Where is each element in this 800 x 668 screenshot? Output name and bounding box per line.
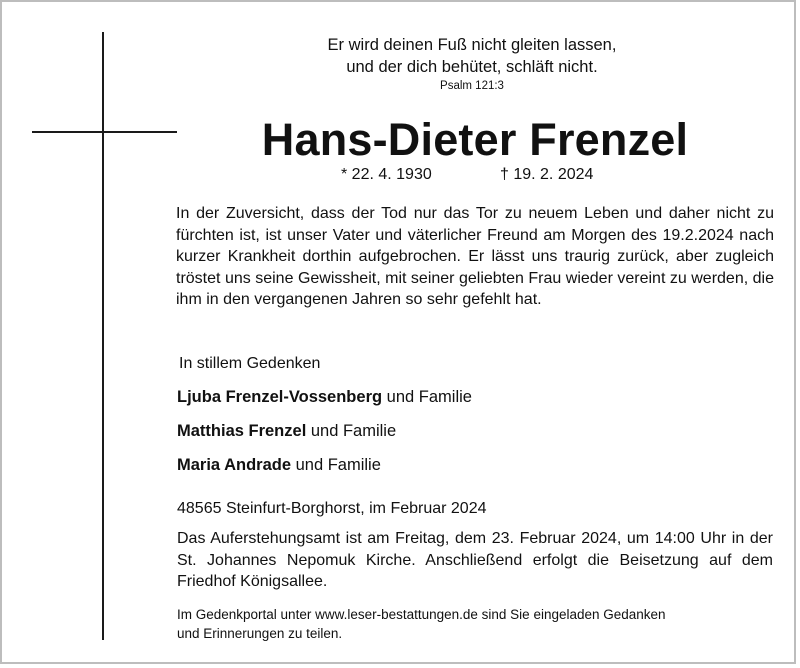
psalm-quote [302, 34, 642, 93]
service-info: Das Auferstehungsamt ist am Freitag, dem 23. Februar 2024, um 14:00 Uhr in der St. Johannes Nepomuk Kirche. Anschließend erfolgt die Beisetzung auf dem Friedhof Königsallee. [177, 530, 773, 590]
deceased-name: Hans-Dieter Frenzel [261, 114, 689, 165]
mourner-suffix: und Familie [306, 422, 397, 440]
mourner-line [177, 388, 472, 407]
portal-line-1: Im Gedenkportal unter www.leser-bestattungen.de sind Sie eingeladen Gedanken [177, 607, 666, 622]
mourner-name: Ljuba Frenzel-Vossenberg [177, 388, 383, 406]
memorial-portal-note [177, 605, 777, 643]
death-date: † 19. 2. 2024 [500, 166, 594, 183]
birth-date: * 22. 4. 1930 [341, 166, 432, 183]
mourner-suffix: und Familie [382, 388, 472, 406]
mourner-line [177, 456, 381, 475]
psalm-line-2: und der dich behütet, schläft nicht. [346, 58, 598, 76]
mourning-heading: In stillem Gedenken [179, 355, 321, 372]
mourner-name: Matthias Frenzel [177, 422, 307, 440]
portal-line-2: und Erinnerungen zu teilen. [177, 626, 343, 641]
mourner-line [177, 422, 396, 441]
mourner-name: Maria Andrade [177, 456, 292, 474]
psalm-reference: Psalm 121:3 [440, 80, 504, 92]
obituary-message: In der Zuversicht, dass der Tod nur das Tor zu neuem Leben und daher nicht zu fürchten ist, ist unser Vater und väterlicher Freund am Morgen des 19.2.2024 nach kurzer Krankheit dorthin aufgebrochen. Er lässt uns traurig zurück, aber zugleich tröstet uns seine Gewissheit, mit seiner geliebten Frau wieder vereint zu werden, die ihm in den vergangenen Jahren so sehr gefehlt hat. [176, 205, 774, 308]
place-and-date: 48565 Steinfurt-Borghorst, im Februar 2024 [177, 500, 487, 517]
psalm-line-1: Er wird deinen Fuß nicht gleiten lassen, [327, 36, 617, 54]
mourner-suffix: und Familie [291, 456, 381, 474]
